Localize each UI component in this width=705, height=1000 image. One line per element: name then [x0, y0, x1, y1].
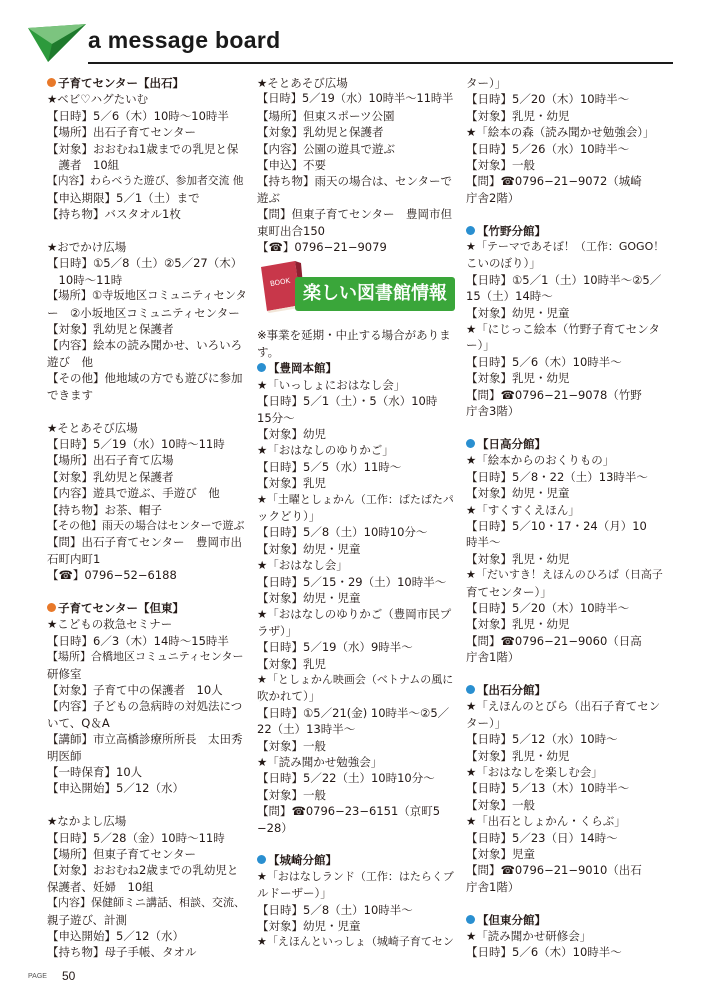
text-line: ★「だいすき！えほんのひろば（日高子	[466, 568, 663, 582]
text-line: ★「えほんといっしょ（城崎子育てセン	[257, 935, 454, 949]
page-header	[0, 0, 705, 70]
column-1	[47, 75, 247, 961]
text-line: 庁舎1階）	[466, 650, 520, 665]
section-body	[257, 377, 457, 836]
text-line: ー）」	[466, 338, 495, 353]
text-line: 【日時】①5／1（土）10時半〜②5／	[466, 272, 662, 287]
text-line: ★そとあそび広場	[47, 420, 138, 435]
section-body	[466, 75, 666, 206]
text-line: 【対象】子育て中の保護者 10人	[47, 682, 223, 697]
text-line: 研修室	[47, 666, 82, 681]
page-number: 50	[62, 969, 76, 983]
text-line: 【その他】他地域の方でも遊びに参加	[47, 371, 243, 386]
text-line: ★「絵本からのおくりもの」	[466, 453, 615, 468]
paper-plane-icon	[28, 24, 86, 62]
text-line: ★「いっしょにおはなし会」	[257, 377, 406, 392]
text-line: 【日時】5／6（木）10時〜10時半	[47, 108, 229, 123]
text-line: 【日時】5／26（水）10時半〜	[466, 141, 630, 156]
section-heading: 【日高分館】	[466, 436, 666, 452]
text-line: 【申込】不要	[257, 158, 326, 173]
text-line: 東町出合150	[257, 223, 325, 238]
text-line: 【日時】5／6（木）10時半〜	[466, 945, 622, 960]
section-body	[466, 452, 666, 665]
text-line: 【対象】乳幼児と保護者	[47, 469, 174, 484]
text-line: ★「おはなしランド（工作：はたらくブ	[257, 869, 454, 883]
text-line: ★こどもの救急セミナー	[47, 617, 173, 632]
section-body	[466, 928, 666, 961]
section-heading: 【竹野分館】	[466, 223, 666, 239]
text-line: ー ②小坂地区コミュニティセンター	[47, 305, 240, 320]
blue-bullet-icon	[466, 685, 475, 694]
text-line: ★そとあそび広場	[257, 76, 348, 90]
text-line: 【日時】5／22（土）10時10分〜	[257, 771, 435, 786]
text-line: 【日時】5／12（水）10時〜	[466, 732, 618, 747]
text-line: 【日時】5／28（金）10時〜11時	[47, 830, 225, 845]
text-line: 【日時】5／20（木）10時半〜	[466, 600, 630, 615]
text-line: 【場所】出石子育て広場	[47, 453, 174, 468]
text-line: 【対象】乳児・幼児	[466, 748, 570, 763]
text-line: 【日時】5／15・29（土）10時半〜	[257, 574, 447, 589]
text-line: 【日時】5／19（水）9時半〜	[257, 640, 413, 655]
section-body	[47, 420, 247, 584]
text-line: 【日時】5／13（木）10時半〜	[466, 781, 630, 796]
text-line: できます	[47, 387, 93, 402]
text-line: ★「おはなしのゆりかご（豊岡市民プ	[257, 607, 452, 622]
text-line: 【日時】5／1（土）・5（水）10時	[257, 394, 438, 409]
text-line: 庁舎1階）	[466, 879, 520, 894]
text-line: 15分〜	[257, 410, 295, 425]
text-line: ★「すくすくえほん」	[466, 502, 580, 517]
text-line: 【場所】出石子育てセンター	[47, 125, 197, 140]
text-line: 【内容】公園の遊具で遊ぶ	[257, 141, 395, 156]
text-line: 【☎】0796−21−9079	[257, 240, 387, 255]
text-line: 【対象】乳幼児と保護者	[257, 125, 384, 140]
text-line: 【問】☎0796−21−9078（竹野	[466, 387, 642, 402]
text-line: 【対象】乳児・幼児	[466, 371, 570, 386]
text-line: 【対象】一般	[257, 787, 326, 802]
text-line: ★「読み聞かせ勉強会」	[257, 755, 383, 770]
text-line: 【☎】0796−52−6188	[47, 568, 177, 583]
text-line: 【日時】5／23（日）14時〜	[466, 830, 618, 845]
text-line: ★「読み聞かせ研修会」	[466, 929, 592, 944]
blue-bullet-icon	[466, 915, 475, 924]
text-line: 【対象】乳児・幼児	[466, 617, 570, 632]
text-line: 【対象】おおむね1歳までの乳児と保	[47, 141, 239, 156]
blue-bullet-icon	[466, 226, 475, 235]
section-body	[47, 813, 247, 961]
text-line: ★「出石としょかん・くらぶ」	[466, 814, 626, 829]
text-line: 【日時】5／8・22（土）13時半〜	[466, 469, 648, 484]
text-line: 【内容】遊具で遊ぶ、手遊び 他	[47, 486, 220, 501]
text-line: 【日時】①5／21(金) 10時半〜②5／	[257, 705, 450, 720]
text-line: 保護者、妊婦 10組	[47, 879, 154, 894]
text-line: 【内容】絵本の読み聞かせ、いろいろ	[47, 338, 243, 353]
text-line: 【その他】雨天の場合はセンターで遊ぶ	[47, 518, 245, 532]
text-line: 【内容】子どもの急病時の対処法につ	[47, 699, 243, 714]
text-line: ★おでかけ広場	[47, 240, 127, 255]
text-line: ター）」	[466, 715, 507, 730]
section-body	[47, 91, 247, 222]
text-line: ックどり）」	[257, 508, 321, 523]
text-line: 【内容】保健師ミニ講話、相談、交流、	[47, 896, 245, 910]
text-line: 【持ち物】バスタオル1枚	[47, 207, 181, 222]
text-line: 【一時保育】10人	[47, 765, 143, 780]
text-line: 【対象】一般	[257, 738, 326, 753]
text-line: 【問】出石子育てセンター 豊岡市出	[47, 535, 243, 550]
text-line: 【日時】①5／8（土）②5／27（木）	[47, 256, 243, 271]
text-line: 明医師	[47, 748, 82, 763]
text-line: ★「えほんのとびら（出石子育てセン	[466, 699, 661, 714]
text-line: 遊ぶ	[257, 190, 280, 205]
text-line: ラザ）」	[257, 623, 298, 638]
section-heading: 【出石分館】	[466, 682, 666, 698]
text-line: 【対象】乳児	[257, 476, 326, 491]
text-line: ★「おはなしを楽しむ会」	[466, 765, 603, 780]
text-line: 15（土）14時〜	[466, 289, 553, 304]
text-line: 【場所】合橋地区コミュニティセンター	[47, 650, 244, 664]
section-body	[47, 239, 247, 403]
text-line: 【内容】わらべうた遊び、参加者交流 他	[47, 174, 244, 188]
text-line: 【持ち物】お茶、帽子	[47, 502, 162, 517]
text-line: 石町内町1	[47, 551, 101, 566]
text-line: ★「としょかん映画会（ベトナムの風に	[257, 673, 454, 686]
text-line: 【問】☎0796−21−9010（出石	[466, 863, 642, 878]
text-line: ター）」	[466, 76, 507, 90]
text-line: 10時〜11時	[47, 272, 123, 287]
section-heading: 子育てセンター【出石】	[47, 75, 247, 91]
blue-bullet-icon	[466, 439, 475, 448]
text-line: 【申込開始】5／12（水）	[47, 929, 184, 944]
text-line: 【日時】6／3（木）14時〜15時半	[47, 633, 229, 648]
text-line: 吹かれて）」	[257, 689, 321, 704]
section-body	[466, 239, 666, 419]
text-line: 【対象】おおむね2歳までの乳幼児と	[47, 863, 239, 878]
text-line: 【問】☎0796−23−6151（京町5	[257, 804, 441, 819]
text-line: 【対象】一般	[466, 158, 535, 173]
text-line: 【対象】一般	[466, 797, 535, 812]
text-line: 【対象】乳児・幼児	[466, 108, 570, 123]
text-line: 【日時】5／5（水）11時〜	[257, 459, 402, 474]
text-line: 庁舎2階）	[466, 190, 520, 205]
text-line: 【対象】幼児・児童	[257, 541, 361, 556]
text-line: す。	[257, 344, 280, 359]
text-line: 【持ち物】母子手帳、タオル	[47, 945, 197, 960]
text-line: 【対象】幼児	[257, 426, 326, 441]
text-line: 育てセンター）」	[466, 584, 552, 599]
banner-title: 楽しい図書館情報	[303, 283, 447, 305]
text-line: ★「テーマであそぼ！（工作：GOGO！	[466, 240, 665, 254]
section-heading: 【但東分館】	[466, 912, 666, 928]
section-body	[257, 869, 457, 951]
header-rule	[88, 62, 673, 64]
text-line: 22（土）13時半〜	[257, 722, 356, 737]
text-line: 【日時】5／8（土）10時10分〜	[257, 525, 428, 540]
text-line: 【場所】①寺坂地区コミュニティセンタ	[47, 289, 247, 303]
text-line: 時半〜	[466, 535, 501, 550]
text-line: 【場所】但東スポーツ公園	[257, 108, 395, 123]
text-line: 【持ち物】雨天の場合は、センターで	[257, 174, 453, 189]
text-line: 【場所】但東子育てセンター	[47, 847, 197, 862]
blue-bullet-icon	[257, 363, 266, 372]
text-line: 【申込期限】5／1（土）まで	[47, 190, 200, 205]
text-line: ★「おはなしのゆりかご」	[257, 443, 394, 458]
text-line: 【日時】5／19（水）10時半〜11時半	[257, 92, 454, 106]
text-line: 護者 10組	[47, 158, 120, 173]
page-label: PAGE	[28, 973, 47, 980]
text-line: 【問】☎0796−21−9072（城崎	[466, 174, 642, 189]
text-line: 【日時】5／20（木）10時半〜	[466, 92, 630, 107]
text-line: 【対象】幼児・児童	[257, 590, 361, 605]
orange-bullet-icon	[47, 603, 56, 612]
text-line: 【対象】乳幼児と保護者	[47, 322, 174, 337]
library-banner	[257, 265, 457, 321]
text-line: 【対象】乳児・幼児	[466, 551, 570, 566]
text-line: ※事業を延期・中止する場合がありま	[257, 328, 451, 343]
text-line: 【対象】乳児	[257, 656, 326, 671]
text-line: こいのぼり）」	[466, 256, 541, 271]
text-line: 【対象】幼児・児童	[466, 486, 570, 501]
section-body	[257, 75, 457, 255]
column-3	[466, 75, 666, 961]
text-line: ★「おはなし会」	[257, 558, 348, 573]
text-line: 【対象】児童	[466, 847, 535, 862]
text-line: ★なかよし広場	[47, 814, 127, 829]
header-title: a message board	[88, 27, 281, 53]
text-line: 【日時】5／8（土）10時半〜	[257, 902, 413, 917]
text-line: いて、Q＆A	[47, 715, 110, 730]
svg-text:BOOK: BOOK	[269, 277, 291, 289]
section-heading: 子育てセンター【但東】	[47, 600, 247, 616]
blue-bullet-icon	[257, 855, 266, 864]
text-line: 親子遊び、計測	[47, 912, 128, 927]
orange-bullet-icon	[47, 78, 56, 87]
column-2	[257, 75, 457, 951]
section-heading: 【豊岡本館】	[257, 360, 457, 376]
text-line: 庁舎3階）	[466, 404, 520, 419]
text-line: 【対象】幼児・児童	[257, 919, 361, 934]
text-line: ★「絵本の森（読み聞かせ勉強会）」	[466, 125, 655, 140]
text-line: −28）	[257, 820, 293, 835]
text-line: 【講師】市立高橋診療所所長 太田秀	[47, 732, 243, 747]
text-line: 【日時】5／19（水）10時〜11時	[47, 436, 225, 451]
text-line: 【日時】5／6（木）10時半〜	[466, 354, 622, 369]
text-line: ★「にじっこ絵本（竹野子育てセンタ	[466, 322, 660, 337]
text-line: 【日時】5／10・17・24（月）10	[466, 518, 647, 533]
text-line: 遊び 他	[47, 354, 93, 369]
section-heading: 【城崎分館】	[257, 852, 457, 868]
banner-box	[295, 277, 455, 311]
text-line: ルドーザー）」	[257, 886, 332, 901]
text-line: ★ベビ♡ハグたいむ	[47, 92, 149, 107]
text-line: ★「土曜としょかん（工作：ぱたぱたパ	[257, 492, 454, 506]
text-line: 【対象】幼児・児童	[466, 305, 570, 320]
text-line: 【申込開始】5／12（水）	[47, 781, 184, 796]
text-line: 【問】但東子育てセンター 豊岡市但	[257, 207, 453, 222]
notice	[257, 327, 457, 360]
section-body	[466, 698, 666, 895]
text-line: 【問】☎0796−21−9060（日高	[466, 633, 642, 648]
section-body	[47, 616, 247, 796]
